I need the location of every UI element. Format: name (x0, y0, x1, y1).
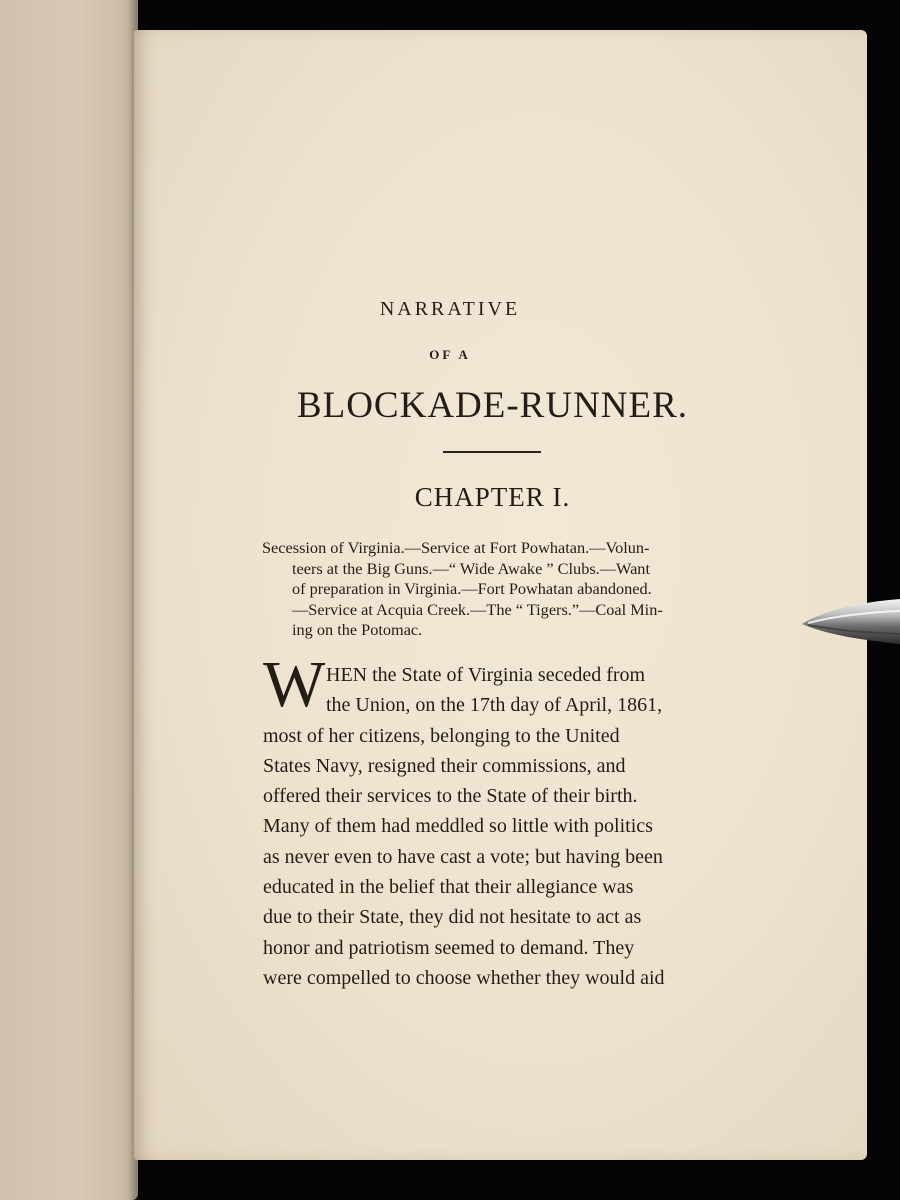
facing-page-edge (0, 0, 138, 1200)
body-line: were compelled to choose whether they would aid (263, 966, 665, 989)
drop-cap: W (263, 648, 326, 721)
heading-of-a: OF A (429, 347, 471, 362)
heading-narrative: NARRATIVE (379, 298, 521, 320)
summary-line: ing on the Potomac. (292, 620, 423, 640)
summary-line: teers at the Big Guns.—“ Wide Awake ” Clubs.—Want (292, 558, 650, 578)
title-rule (443, 451, 541, 453)
body-line: Many of them had meddled so little with politics (263, 815, 653, 838)
body-line: most of her citizens, belonging to the United (263, 724, 620, 747)
chapter-summary (262, 538, 730, 641)
body-text (263, 660, 733, 993)
body-line: educated in the belief that their allegiance was (263, 876, 634, 899)
body-line: offered their services to the State of their birth. (263, 785, 638, 808)
body-line: as never even to have cast a vote; but having been (263, 845, 663, 868)
summary-line: Secession of Virginia.—Service at Fort Powhatan.—Volun- (262, 538, 650, 557)
metal-pointer-icon (800, 596, 900, 648)
summary-line: —Service at Acquia Creek.—The “ Tigers.”—Coal Min- (292, 599, 663, 619)
book-title: BLOCKADE-RUNNER. (296, 385, 689, 426)
body-line: due to their State, they did not hesitate to act as (263, 906, 642, 929)
body-line: States Navy, resigned their commissions, and (263, 754, 626, 777)
summary-line: of preparation in Virginia.—Fort Powhatan abandoned. (292, 579, 652, 599)
body-line: the Union, on the 17th day of April, 1861, (326, 694, 663, 717)
chapter-heading: CHAPTER I. (414, 482, 571, 512)
body-line: HEN the State of Virginia seceded from (326, 664, 646, 686)
body-line: honor and patriotism seemed to demand. They (263, 936, 635, 959)
